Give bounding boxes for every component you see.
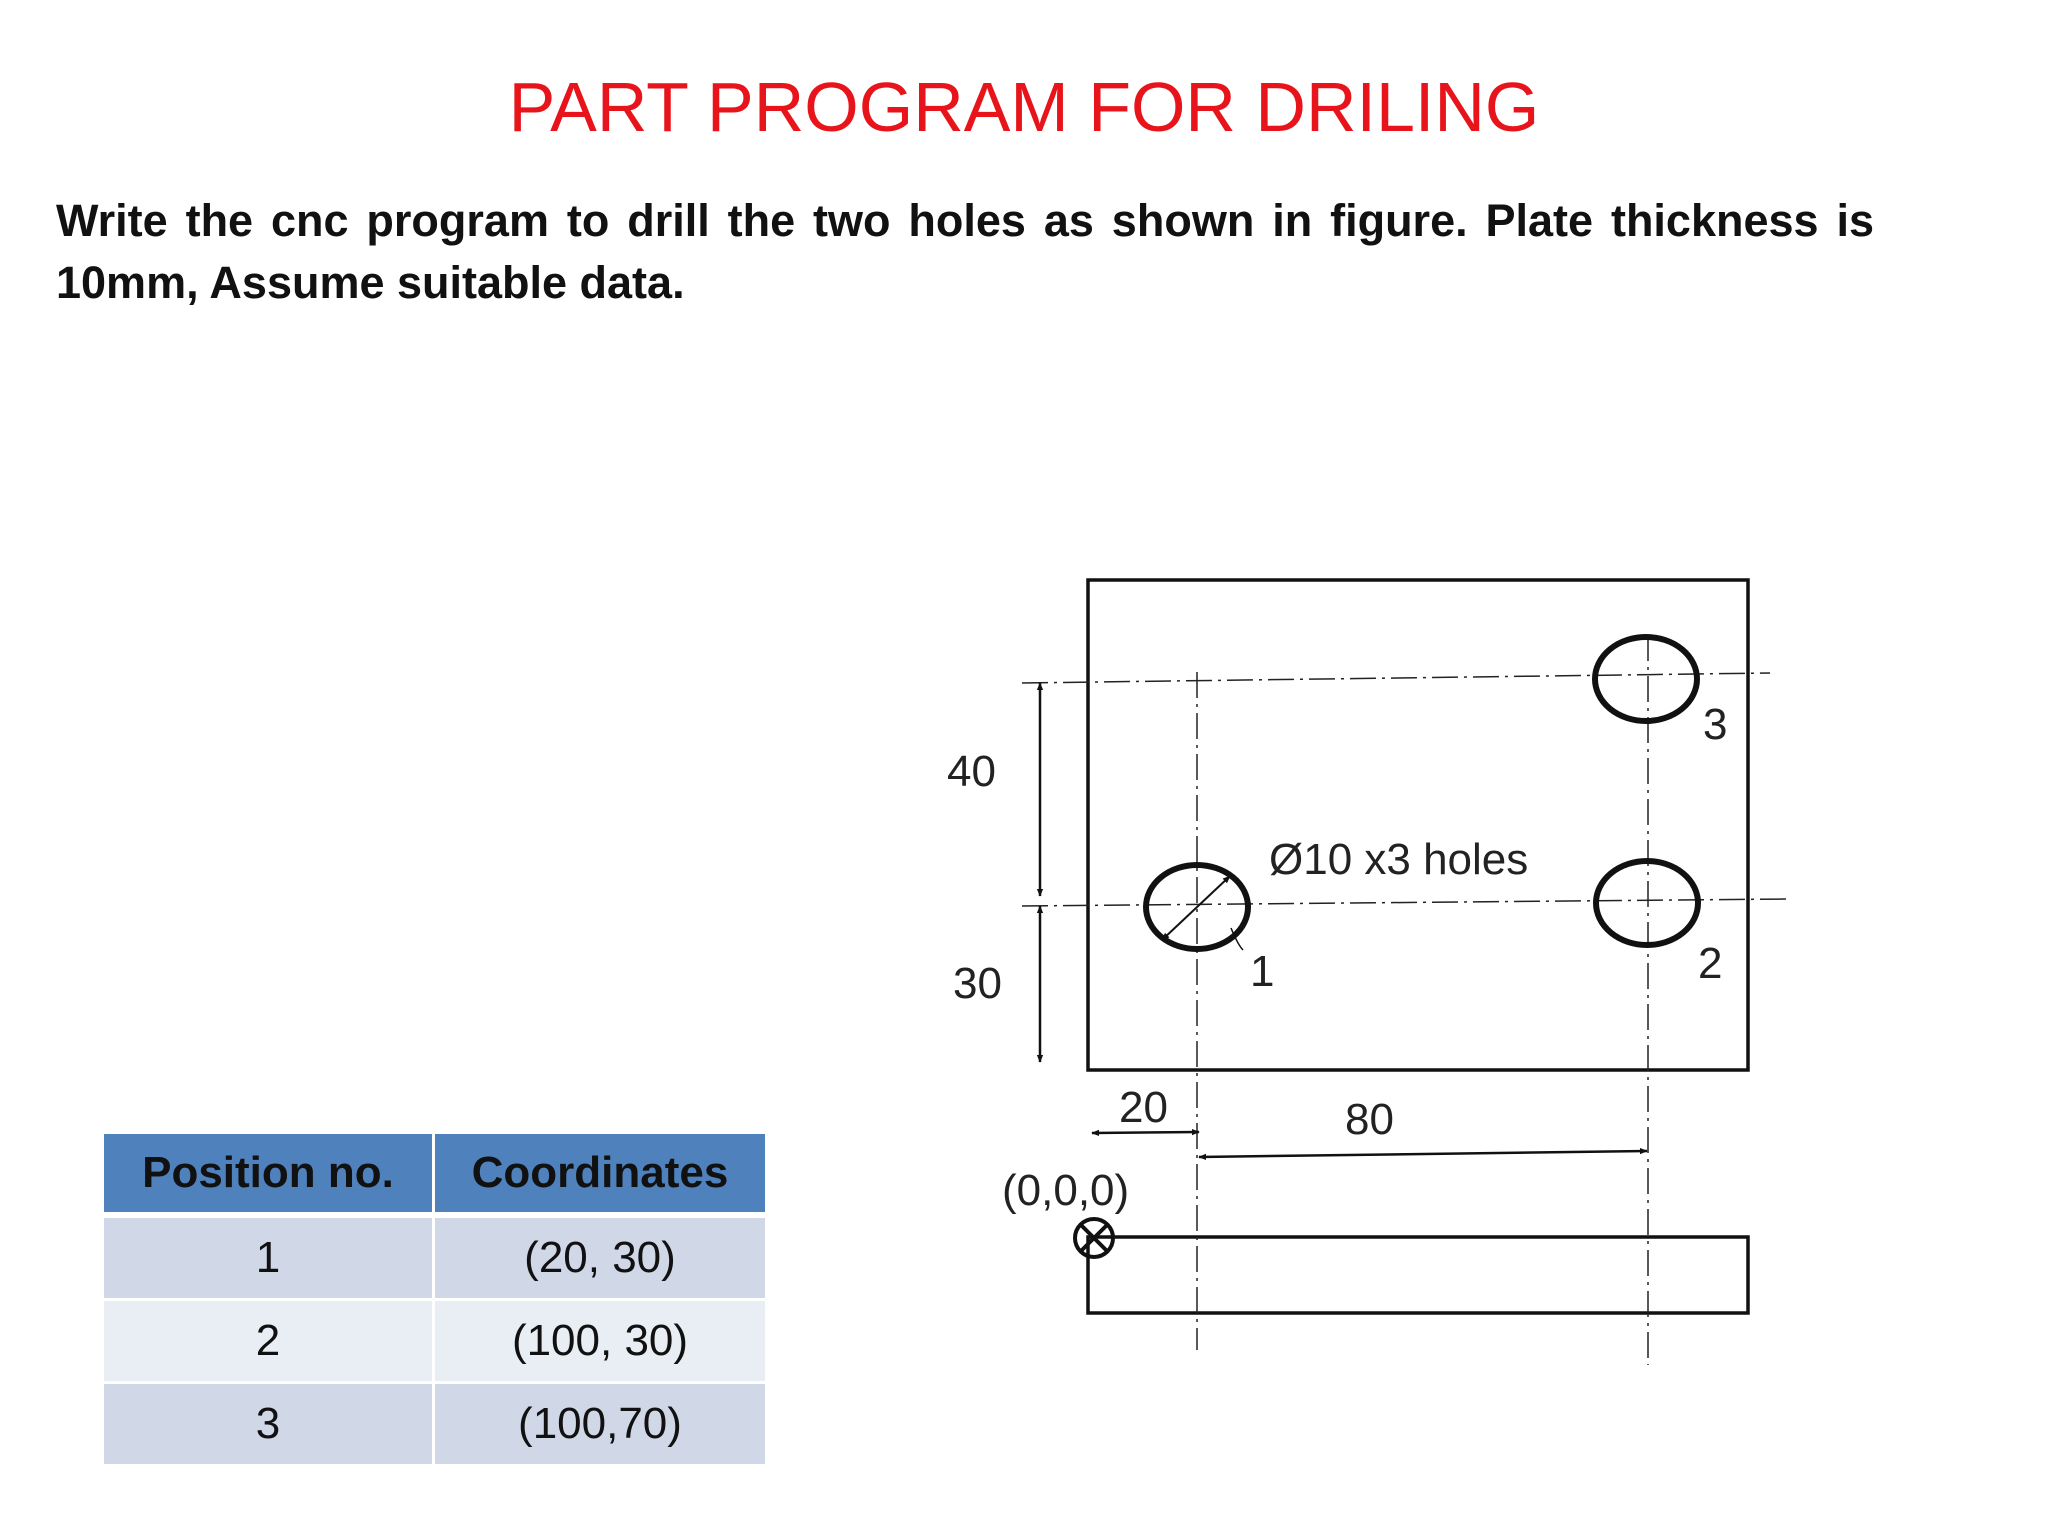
problem-statement: Write the cnc program to drill the two holes as shown in figure. Plate thickness is 10mm, Assume suitable data.	[56, 195, 1874, 308]
hole-2-label: 2	[1698, 939, 1723, 988]
hole-3-label: 3	[1703, 700, 1728, 749]
dimension-line-20	[1092, 1132, 1199, 1133]
coordinates-cell: (20, 30)	[434, 1215, 766, 1300]
dimension-40-label: 40	[947, 747, 996, 796]
hole-1-label: 1	[1250, 947, 1275, 996]
center-lines	[1022, 635, 1786, 1365]
dimension-30-label: 30	[953, 959, 1002, 1008]
coordinates-cell: (100, 30)	[434, 1300, 766, 1383]
position-cell: 1	[104, 1215, 434, 1300]
dimension-20-label: 20	[1119, 1083, 1168, 1132]
plate-side-view	[1088, 1237, 1748, 1313]
origin-label: (0,0,0)	[1002, 1166, 1130, 1215]
position-cell: 3	[104, 1383, 434, 1466]
plate-top-view	[1088, 580, 1748, 1070]
centerline-horizontal-top	[1022, 673, 1770, 683]
hole-2	[1596, 861, 1698, 945]
coordinates-cell: (100,70)	[434, 1383, 766, 1466]
hole-callout: Ø10 x3 holes	[1269, 835, 1529, 884]
dimension-80-label: 80	[1345, 1095, 1394, 1144]
slide-title: PART PROGRAM FOR DRILING	[508, 68, 1540, 146]
header-coordinates: Coordinates	[434, 1134, 766, 1215]
diameter-arrow	[1162, 876, 1230, 940]
position-cell: 2	[104, 1300, 434, 1383]
hole-3	[1595, 637, 1697, 721]
header-position-no: Position no.	[104, 1134, 434, 1215]
centerline-horizontal-bottom	[1022, 899, 1786, 906]
dimension-line-80	[1199, 1151, 1647, 1157]
